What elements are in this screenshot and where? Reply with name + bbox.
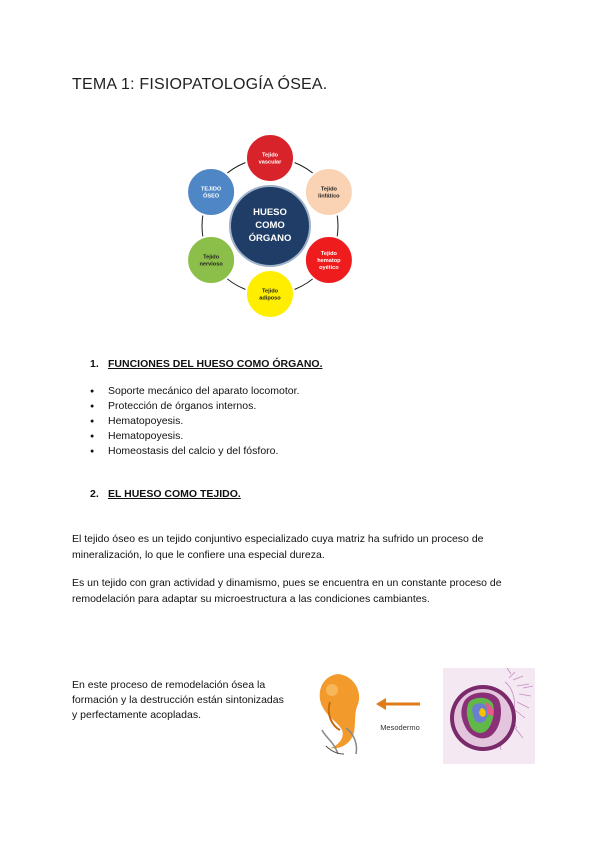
tissue-node-label: Tejido [320, 251, 337, 257]
tissue-node [305, 168, 353, 216]
section-1-title: FUNCIONES DEL HUESO COMO ÓRGANO. [108, 358, 323, 370]
functions-list [90, 384, 299, 459]
mesodermo-label: Mesodermo [380, 723, 420, 732]
center-node [230, 186, 310, 266]
list-item: ● Homeostasis del calcio y del fósforo. [90, 444, 299, 459]
tissue-node [305, 236, 353, 284]
section-2-number: 2. [90, 488, 99, 500]
tissue-node-label: Tejido [203, 254, 220, 261]
list-item: ● Protección de órganos internos. [90, 399, 299, 414]
paragraph-2: Es un tejido con gran actividad y dinamismo, pues se encuentra en un constante proceso de remodelación para adaptar su microestructura a las condiciones cambiantes. [72, 577, 502, 605]
paragraph-1: El tejido óseo es un tejido conjuntivo especializado cuya matriz ha sufrido un proceso de mineralización, lo que le confiere una especial dureza. [72, 533, 484, 561]
tissue-node-label: Tejido [261, 288, 279, 295]
center-line-2: COMO [255, 220, 285, 231]
tissue-node-label: linfático [318, 193, 340, 200]
list-item: ● Hematopoyesis. [90, 429, 299, 444]
paragraph-3: En este proceso de remodelación ósea la formación y la destrucción están sintonizadas y perfectamente acopladas. [72, 679, 284, 721]
page-title: TEMA 1: FISIOPATOLOGÍA ÓSEA. [72, 76, 328, 93]
tissue-node-label: Tejido [320, 186, 337, 193]
bone-organ-diagram [170, 126, 370, 322]
center-line-3: ÓRGANO [248, 233, 292, 244]
tissue-node-label: oyético [319, 265, 339, 271]
tissue-node-label: Tejido [261, 152, 279, 159]
tissue-node-label: vascular [258, 159, 282, 166]
tissue-node-label: nervioso [199, 261, 223, 268]
tissue-node [246, 134, 294, 182]
tissue-node-label: ÓSEO [203, 193, 220, 200]
embryo-mesoderm-image [308, 668, 433, 760]
tissue-node [246, 270, 294, 318]
embryo-section-image [443, 668, 535, 764]
tissue-node [187, 236, 235, 284]
section-2-heading [90, 488, 241, 500]
tissue-node [187, 168, 235, 216]
list-item: ● Hematopoyesis. [90, 414, 299, 429]
list-item: ● Soporte mecánico del aparato locomotor. [90, 384, 299, 399]
center-line-1: HUESO [253, 207, 287, 218]
section-1-heading [90, 358, 323, 370]
section-2-title: EL HUESO COMO TEJIDO. [108, 488, 241, 500]
section-1-number: 1. [90, 358, 99, 370]
tissue-node-label: hematop [317, 258, 341, 264]
tissue-node-label: adiposo [259, 295, 281, 302]
tissue-node-label: TEJIDO [201, 186, 222, 193]
